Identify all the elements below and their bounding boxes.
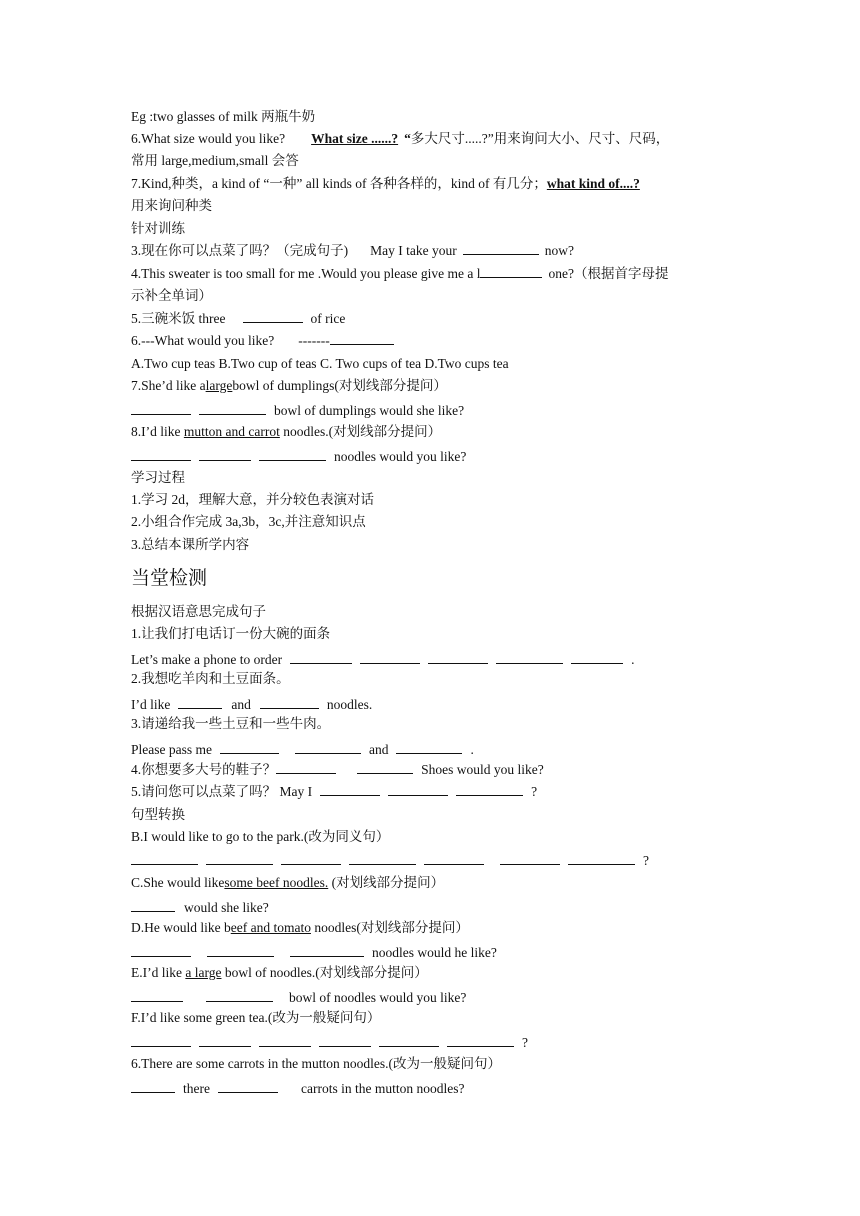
transform-b: B.I would like to go to the park.(改为同义句） xyxy=(131,829,390,844)
test-q5: 5.请问您可以点菜了吗？ May I ? xyxy=(131,784,538,799)
test-q2-cn: 2.我想吃羊肉和土豆面条。 xyxy=(131,671,290,686)
answer-blank[interactable] xyxy=(131,402,191,415)
answer-blank[interactable] xyxy=(571,651,623,664)
practice-q8-answer: noodles would you like? xyxy=(131,448,466,466)
answer-blank[interactable] xyxy=(568,852,635,865)
section-title-practice: 针对训练 xyxy=(131,221,185,236)
answer-blank[interactable] xyxy=(480,265,542,278)
answer-blank[interactable] xyxy=(260,696,319,709)
answer-blank[interactable] xyxy=(295,741,361,754)
answer-blank[interactable] xyxy=(379,1034,439,1047)
transform-e-answer: bowl of noodles would you like? xyxy=(131,989,466,1007)
practice-q8: 8.I’d like mutton and carrot noodles.(对划线部分提问） xyxy=(131,424,442,439)
process-step-2: 2.小组合作完成 3a,3b，3c,并注意知识点 xyxy=(131,514,366,529)
practice-q5: 5.三碗米饭 three of rice xyxy=(131,311,346,326)
practice-q6-options: A.Two cup teas B.Two cup of teas C. Two cups of tea D.Two cups tea xyxy=(131,356,509,371)
transform-f: F.I’d like some green tea.(改为一般疑问句） xyxy=(131,1010,381,1025)
process-step-3: 3.总结本课所学内容 xyxy=(131,537,250,552)
answer-blank[interactable] xyxy=(218,1080,278,1093)
answer-blank[interactable] xyxy=(199,402,266,415)
answer-blank[interactable] xyxy=(131,852,198,865)
transform-6-answer: there carrots in the mutton noodles? xyxy=(131,1080,464,1098)
section-title-process: 学习过程 xyxy=(131,470,185,485)
transform-6: 6.There are some carrots in the mutton noodles.(改为一般疑问句） xyxy=(131,1056,502,1071)
answer-blank[interactable] xyxy=(220,741,279,754)
transform-c: C.She would likesome beef noodles. (对划线部分提问） xyxy=(131,875,445,890)
transform-c-answer: would she like? xyxy=(131,899,269,917)
answer-blank[interactable] xyxy=(496,651,563,664)
practice-q4-cont: 示补全单词） xyxy=(131,288,212,303)
section-heading-test: 当堂检测 xyxy=(131,567,208,589)
answer-blank[interactable] xyxy=(259,1034,311,1047)
practice-q3: 3.现在你可以点菜了吗？（完成句子) May I take your now? xyxy=(131,243,574,258)
answer-blank[interactable] xyxy=(360,651,420,664)
answer-blank[interactable] xyxy=(131,1034,191,1047)
transform-e: E.I’d like a large bowl of noodles.(对划线部分提问） xyxy=(131,965,428,980)
transform-f-answer: ? xyxy=(131,1034,528,1052)
transform-b-answer: ? xyxy=(131,852,649,870)
note-size: 6.What size would you like? What size ......? “多大尺寸.....?”用来询问大小、尺寸、尺码， xyxy=(131,131,670,146)
answer-blank[interactable] xyxy=(357,761,413,774)
answer-blank[interactable] xyxy=(259,448,326,461)
note-size-cont: 常用 large,medium,small 会答 xyxy=(131,153,299,168)
note-kind-cont: 用来询问种类 xyxy=(131,198,212,213)
answer-blank[interactable] xyxy=(276,761,336,774)
transform-d: D.He would like beef and tomato noodles(对划线部分提问） xyxy=(131,920,469,935)
answer-blank[interactable] xyxy=(206,852,273,865)
section-title-transform: 句型转换 xyxy=(131,807,185,822)
answer-blank[interactable] xyxy=(206,989,273,1002)
answer-blank[interactable] xyxy=(131,944,191,957)
test-q3-cn: 3.请递给我一些土豆和一些牛肉。 xyxy=(131,716,331,731)
answer-blank[interactable] xyxy=(447,1034,514,1047)
answer-blank[interactable] xyxy=(207,944,274,957)
answer-blank[interactable] xyxy=(424,852,484,865)
answer-blank[interactable] xyxy=(131,989,183,1002)
test-q1-cn: 1.让我们打电话订一份大碗的面条 xyxy=(131,626,331,641)
test-q2-en: I’d like and noodles. xyxy=(131,697,373,712)
transform-d-answer: noodles would he like? xyxy=(131,944,497,962)
practice-q7: 7.She’d like alargebowl of dumplings(对划线部分提问） xyxy=(131,378,447,393)
example-line: Eg :two glasses of milk 两瓶牛奶 xyxy=(131,109,316,124)
answer-blank[interactable] xyxy=(281,852,341,865)
answer-blank[interactable] xyxy=(349,852,416,865)
answer-blank[interactable] xyxy=(500,852,560,865)
answer-blank[interactable] xyxy=(456,783,523,796)
answer-blank[interactable] xyxy=(320,783,380,796)
practice-q7-answer: bowl of dumplings would she like? xyxy=(131,402,464,420)
answer-blank[interactable] xyxy=(463,242,539,255)
answer-blank[interactable] xyxy=(199,448,251,461)
test-q1-en: Let’s make a phone to order . xyxy=(131,652,635,667)
answer-blank[interactable] xyxy=(396,741,462,754)
test-instruction: 根据汉语意思完成句子 xyxy=(131,604,266,619)
answer-blank[interactable] xyxy=(290,944,364,957)
test-q3-en: Please pass me and . xyxy=(131,742,474,757)
answer-blank[interactable] xyxy=(178,696,222,709)
answer-blank[interactable] xyxy=(131,448,191,461)
answer-blank[interactable] xyxy=(428,651,488,664)
answer-blank[interactable] xyxy=(330,332,394,345)
test-q4: 4.你想要多大号的鞋子？ Shoes would you like? xyxy=(131,762,544,777)
practice-q4: 4.This sweater is too small for me .Would you please give me a l one?（根据首字母提 xyxy=(131,266,669,281)
answer-blank[interactable] xyxy=(199,1034,251,1047)
note-kind: 7.Kind,种类，a kind of “一种” all kinds of 各种各样的，kind of 有几分；what kind of....? xyxy=(131,176,640,191)
practice-q6: 6.---What would you like? ------- xyxy=(131,332,394,350)
answer-blank[interactable] xyxy=(319,1034,371,1047)
answer-blank[interactable] xyxy=(131,1080,175,1093)
answer-blank[interactable] xyxy=(243,310,303,323)
answer-blank[interactable] xyxy=(388,783,448,796)
answer-blank[interactable] xyxy=(131,899,175,912)
answer-blank[interactable] xyxy=(290,651,352,664)
process-step-1: 1.学习 2d，理解大意，并分较色表演对话 xyxy=(131,492,374,507)
